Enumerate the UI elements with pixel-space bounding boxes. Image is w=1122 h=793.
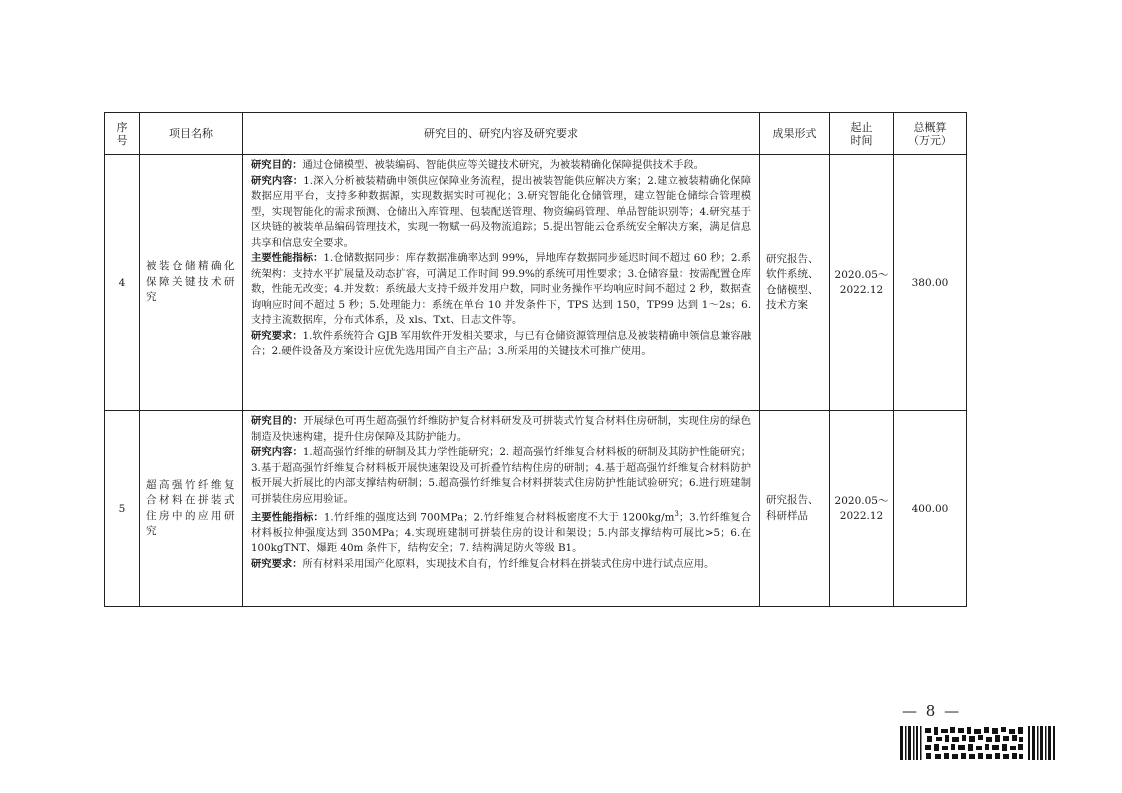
indicator-text-b: ；3.竹纤维复合材料板拉伸强度达到 350MPa；4.实现班建制可拼装住房的设计和架设；5.内部支撑结构可展比>5；6.在 100kgTNT、爆距 40m 条件下，结构安全；7. 结构满足防火等级 B1。 <box>251 511 751 555</box>
purpose-text: 通过仓储模型、被装编码、智能供应等关键技术研究，为被装精确化保障提供技术手段。 <box>302 159 705 171</box>
requirement-label: 研究要求： <box>251 329 303 342</box>
content-label: 研究内容： <box>251 174 304 187</box>
requirement-text: 1.软件系统符合 GJB 军用软件开发相关要求，与已有仓储资源管理信息及被装精确申领信息兼容融合；2.硬件设备及方案设计应优先选用国产自主产品；3.所采用的关键技术可推广使用。 <box>251 329 752 357</box>
indicator-text: 1.仓储数据同步：库存数据准确率达到 99%，异地库存数据同步延迟时间不超过 60 秒；2.系统架构：支持水平扩展量及动态扩容，可满足工作时间 99.9%的系统可用性要求；3.仓储容量：按需配置仓库数，性能无改变；4.并发数：系统最大支持千级并发用户数，同时业务操作平均响应时间不超过 2 秒，数据查询响应时间不超过 5 秒；5.处理能力：系统在单台 10 并发条件下，TPS 达到 150，TP99 达到 1～2s；6.支持主流数据库，分布式体系，及 xls、Txt、日志文件等。 <box>251 252 752 326</box>
period-start: 2020.05～ <box>834 494 889 507</box>
result-form: 研究报告、软件系统、仓储模型、技术方案 <box>760 155 830 411</box>
amount: 380.00 <box>894 155 967 411</box>
period-start: 2020.05～ <box>834 268 889 281</box>
table-header-row <box>105 113 967 155</box>
page-number: — 8 — <box>902 702 962 720</box>
row-no: 4 <box>105 155 140 411</box>
project-name: 被装仓储精确化保障关键技术研究 <box>140 155 243 411</box>
period-end: 2022.12 <box>839 509 884 522</box>
header-name: 项目名称 <box>140 113 243 155</box>
result-form: 研究报告、科研样品 <box>760 411 830 607</box>
barcode-icon <box>900 726 1058 760</box>
purpose-label: 研究目的： <box>251 159 303 171</box>
requirement-text: 所有材料采用国产化原料，实现技术自有，竹纤维复合材料在拼装式住房中进行试点应用。 <box>302 557 715 570</box>
project-table <box>104 112 967 607</box>
amount: 400.00 <box>894 411 967 607</box>
content-text: 1.超高强竹纤维的研制及其力学性能研究；2. 超高强竹纤维复合材料板的研制及其防护性能研究；3.基于超高强竹纤维复合材料板开展快速架设及可折叠竹结构住房的研制；4.基于超高强竹纤维复合材料防护板开展大折展比的内部支撑结构研制；5.超高强竹纤维复合材料拼装式住房防护性能试验研究；6.进行班建制可拼装住房应用验证。 <box>251 446 752 505</box>
content-label: 研究内容： <box>251 446 303 458</box>
indicator-label: 主要性能指标： <box>251 511 324 524</box>
purpose-label: 研究目的： <box>251 415 304 427</box>
header-period: 起止时间 <box>830 113 894 155</box>
header-amount: 总概算（万元） <box>894 113 967 155</box>
period-end: 2022.12 <box>839 283 884 296</box>
purpose-text: 开展绿色可再生超高强竹纤维防护复合材料研发及可拼装式竹复合材料住房研制，实现住房的绿色制造及快速构建，提升住房保障及其防护能力。 <box>251 415 752 443</box>
indicator-superscript: 3 <box>674 510 679 518</box>
header-content: 研究目的、研究内容及研究要求 <box>243 113 760 155</box>
indicator-text-a: 1.竹纤维的强度达到 700MPa；2.竹纤维复合材料板密度不大于 1200kg/m <box>323 511 675 524</box>
content-text: 1.深入分析被装精确申领供应保障业务流程，提出被装智能供应解决方案；2.建立被装精确化保障数据应用平台，支持多种数据源，实现数据实时可视化；3.研究智能化仓储管理，建立智能仓储综合管理模型，实现智能化的需求预测、仓储出入库管理、包装配送管理、物资编码管理、单品智能识别等；4.研究基于区块链的被装单品编码管理技术，实现一物赋一码及物流追踪；5.提出智能云仓系统安全解决方案，满足信息共享和信息安全要求。 <box>251 174 751 249</box>
indicator-label: 主要性能指标： <box>251 252 324 264</box>
table-row <box>105 155 967 411</box>
period <box>830 411 894 607</box>
research-content <box>243 411 760 607</box>
row-no: 5 <box>105 411 140 607</box>
table-row <box>105 411 967 607</box>
header-no: 序号 <box>105 113 140 155</box>
project-name: 超高强竹纤维复合材料在拼装式住房中的应用研究 <box>140 411 243 607</box>
period <box>830 155 894 411</box>
requirement-label: 研究要求： <box>251 557 303 570</box>
header-result: 成果形式 <box>760 113 830 155</box>
research-content <box>243 155 760 411</box>
